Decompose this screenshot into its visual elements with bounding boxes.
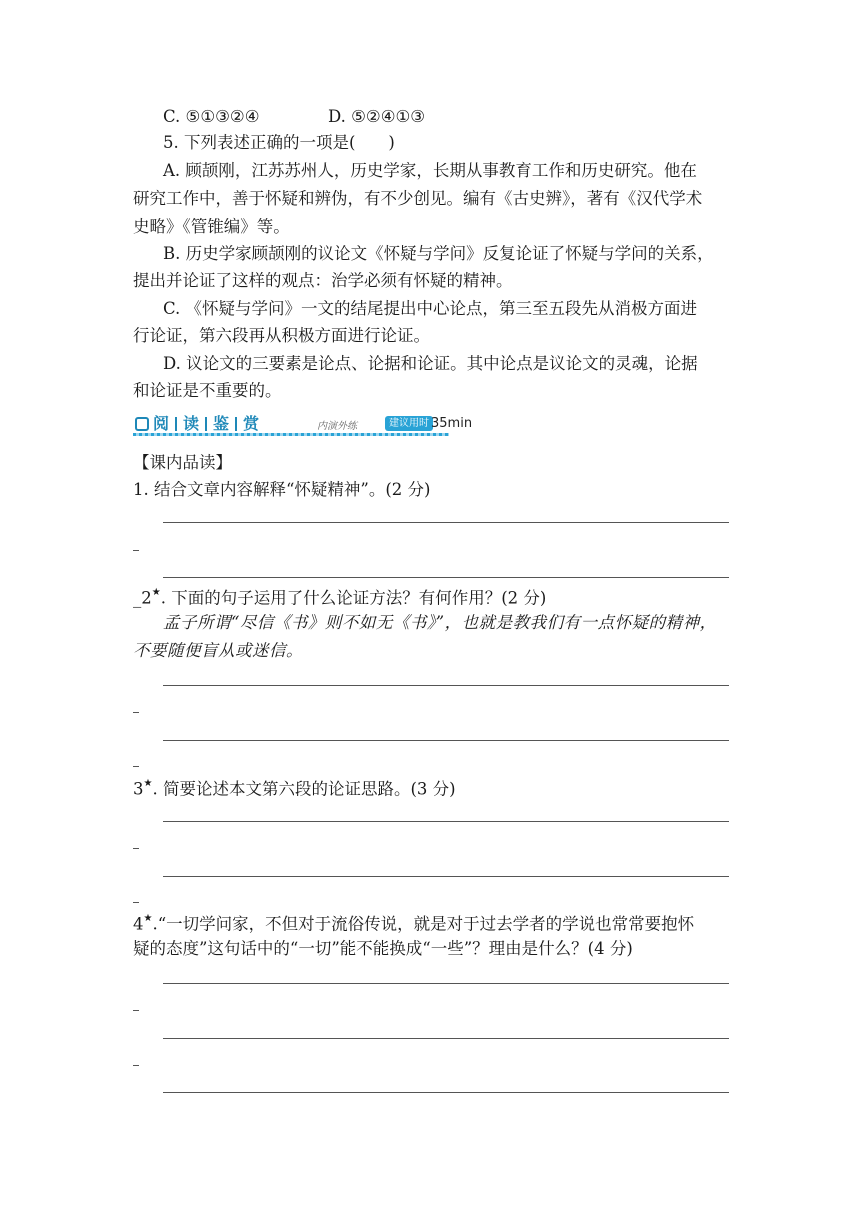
question-2-quote-line1: 孟子所谓“尽信《书》则不如无《书》”，也就是教我们有一点怀疑的精神， <box>163 613 717 632</box>
banner-stripe <box>133 433 449 436</box>
star-icon: ★ <box>143 913 153 924</box>
question-2 <box>133 584 546 610</box>
q5-option-a-line1: A. 顾颉刚，江苏苏州人，历史学家，长期从事教育工作和历史研究。他在 <box>163 161 697 180</box>
answer-line[interactable] <box>163 983 729 984</box>
book-icon <box>135 417 149 431</box>
banner-divider <box>235 417 237 431</box>
star-icon: ★ <box>143 778 153 789</box>
q5-option-b-line1: B. 历史学家顾颉刚的议论文《怀疑与学问》反复论证了怀疑与学问的关系， <box>163 244 714 263</box>
q5-option-d-line2: 和论证是不重要的。 <box>133 381 282 400</box>
answer-line[interactable] <box>163 740 729 741</box>
star-icon: ★ <box>151 587 161 598</box>
answer-line[interactable] <box>163 876 729 877</box>
answer-line[interactable] <box>163 1038 729 1039</box>
answer-line[interactable] <box>163 821 729 822</box>
question-3-number: 3 <box>133 779 144 799</box>
option-c: C. ⑤①③②④ <box>163 107 260 126</box>
answer-line-stub <box>133 712 139 713</box>
answer-line[interactable] <box>163 577 729 578</box>
question-2-quote-line2: 不要随便盲从或迷信。 <box>133 641 303 660</box>
question-5-stem: 5. 下列表述正确的一项是( ) <box>163 133 395 152</box>
banner-char-4: 赏 <box>243 414 260 433</box>
question-4-text-line2: 疑的态度”这句话中的“一切”能不能换成“一些”？理由是什么？(4 分) <box>133 939 633 958</box>
question-2-number: _2 <box>133 588 152 608</box>
answer-line[interactable] <box>163 522 729 523</box>
banner-char-2: 读 <box>183 414 200 433</box>
section-title: 【课内品读】 <box>133 453 232 472</box>
answer-line-stub <box>133 550 139 551</box>
banner-char-1: 阅 <box>153 414 170 433</box>
suggested-time-badge: 建议用时 <box>385 416 433 431</box>
question-3 <box>133 775 456 801</box>
question-4-text-line1: .“一切学问家，不但对于流俗传说，就是对于过去学者的学说也常常要抱怀 <box>152 914 695 934</box>
answer-line[interactable] <box>163 685 729 686</box>
question-4-line1 <box>133 910 694 936</box>
q5-option-c-line1: C. 《怀疑与学问》一文的结尾提出中心论点，第三至五段先从消极方面进 <box>163 299 698 318</box>
answer-line-stub <box>133 766 139 767</box>
question-4-number: 4 <box>133 914 144 934</box>
answer-line[interactable] <box>163 1092 729 1093</box>
banner-char-3: 鉴 <box>213 414 230 433</box>
answer-line-stub <box>133 848 139 849</box>
suggested-time-value: 35min <box>431 416 473 431</box>
banner-divider <box>205 417 207 431</box>
q5-option-d-line1: D. 议论文的三要素是论点、论据和论证。其中论点是议论文的灵魂，论据 <box>163 354 698 373</box>
answer-line-stub <box>133 1010 139 1011</box>
banner-divider <box>175 417 177 431</box>
answer-line-stub <box>133 1065 139 1066</box>
q5-option-a-line3: 史略》《管锥编》等。 <box>133 217 290 236</box>
q5-option-a-line2: 研究工作中，善于怀疑和辨伪，有不少创见。编有《古史辨》，著有《汉代学术 <box>133 189 703 208</box>
banner-subtitle: 内演外练 <box>317 421 357 432</box>
question-1: 1. 结合文章内容解释“怀疑精神”。(2 分) <box>133 480 431 499</box>
answer-line-stub <box>133 902 139 903</box>
reading-appreciation-banner <box>133 414 473 436</box>
q5-option-c-line2: 行论证，第六段再从积极方面进行论证。 <box>133 326 430 345</box>
q5-option-b-line2: 提出并论证了这样的观点：治学必须有怀疑的精神。 <box>133 271 513 290</box>
question-2-text: . 下面的句子运用了什么论证方法？有何作用？(2 分) <box>160 588 547 608</box>
option-d: D. ⑤②④①③ <box>328 107 426 126</box>
question-3-text: . 简要论述本文第六段的论证思路。(3 分) <box>152 779 456 799</box>
